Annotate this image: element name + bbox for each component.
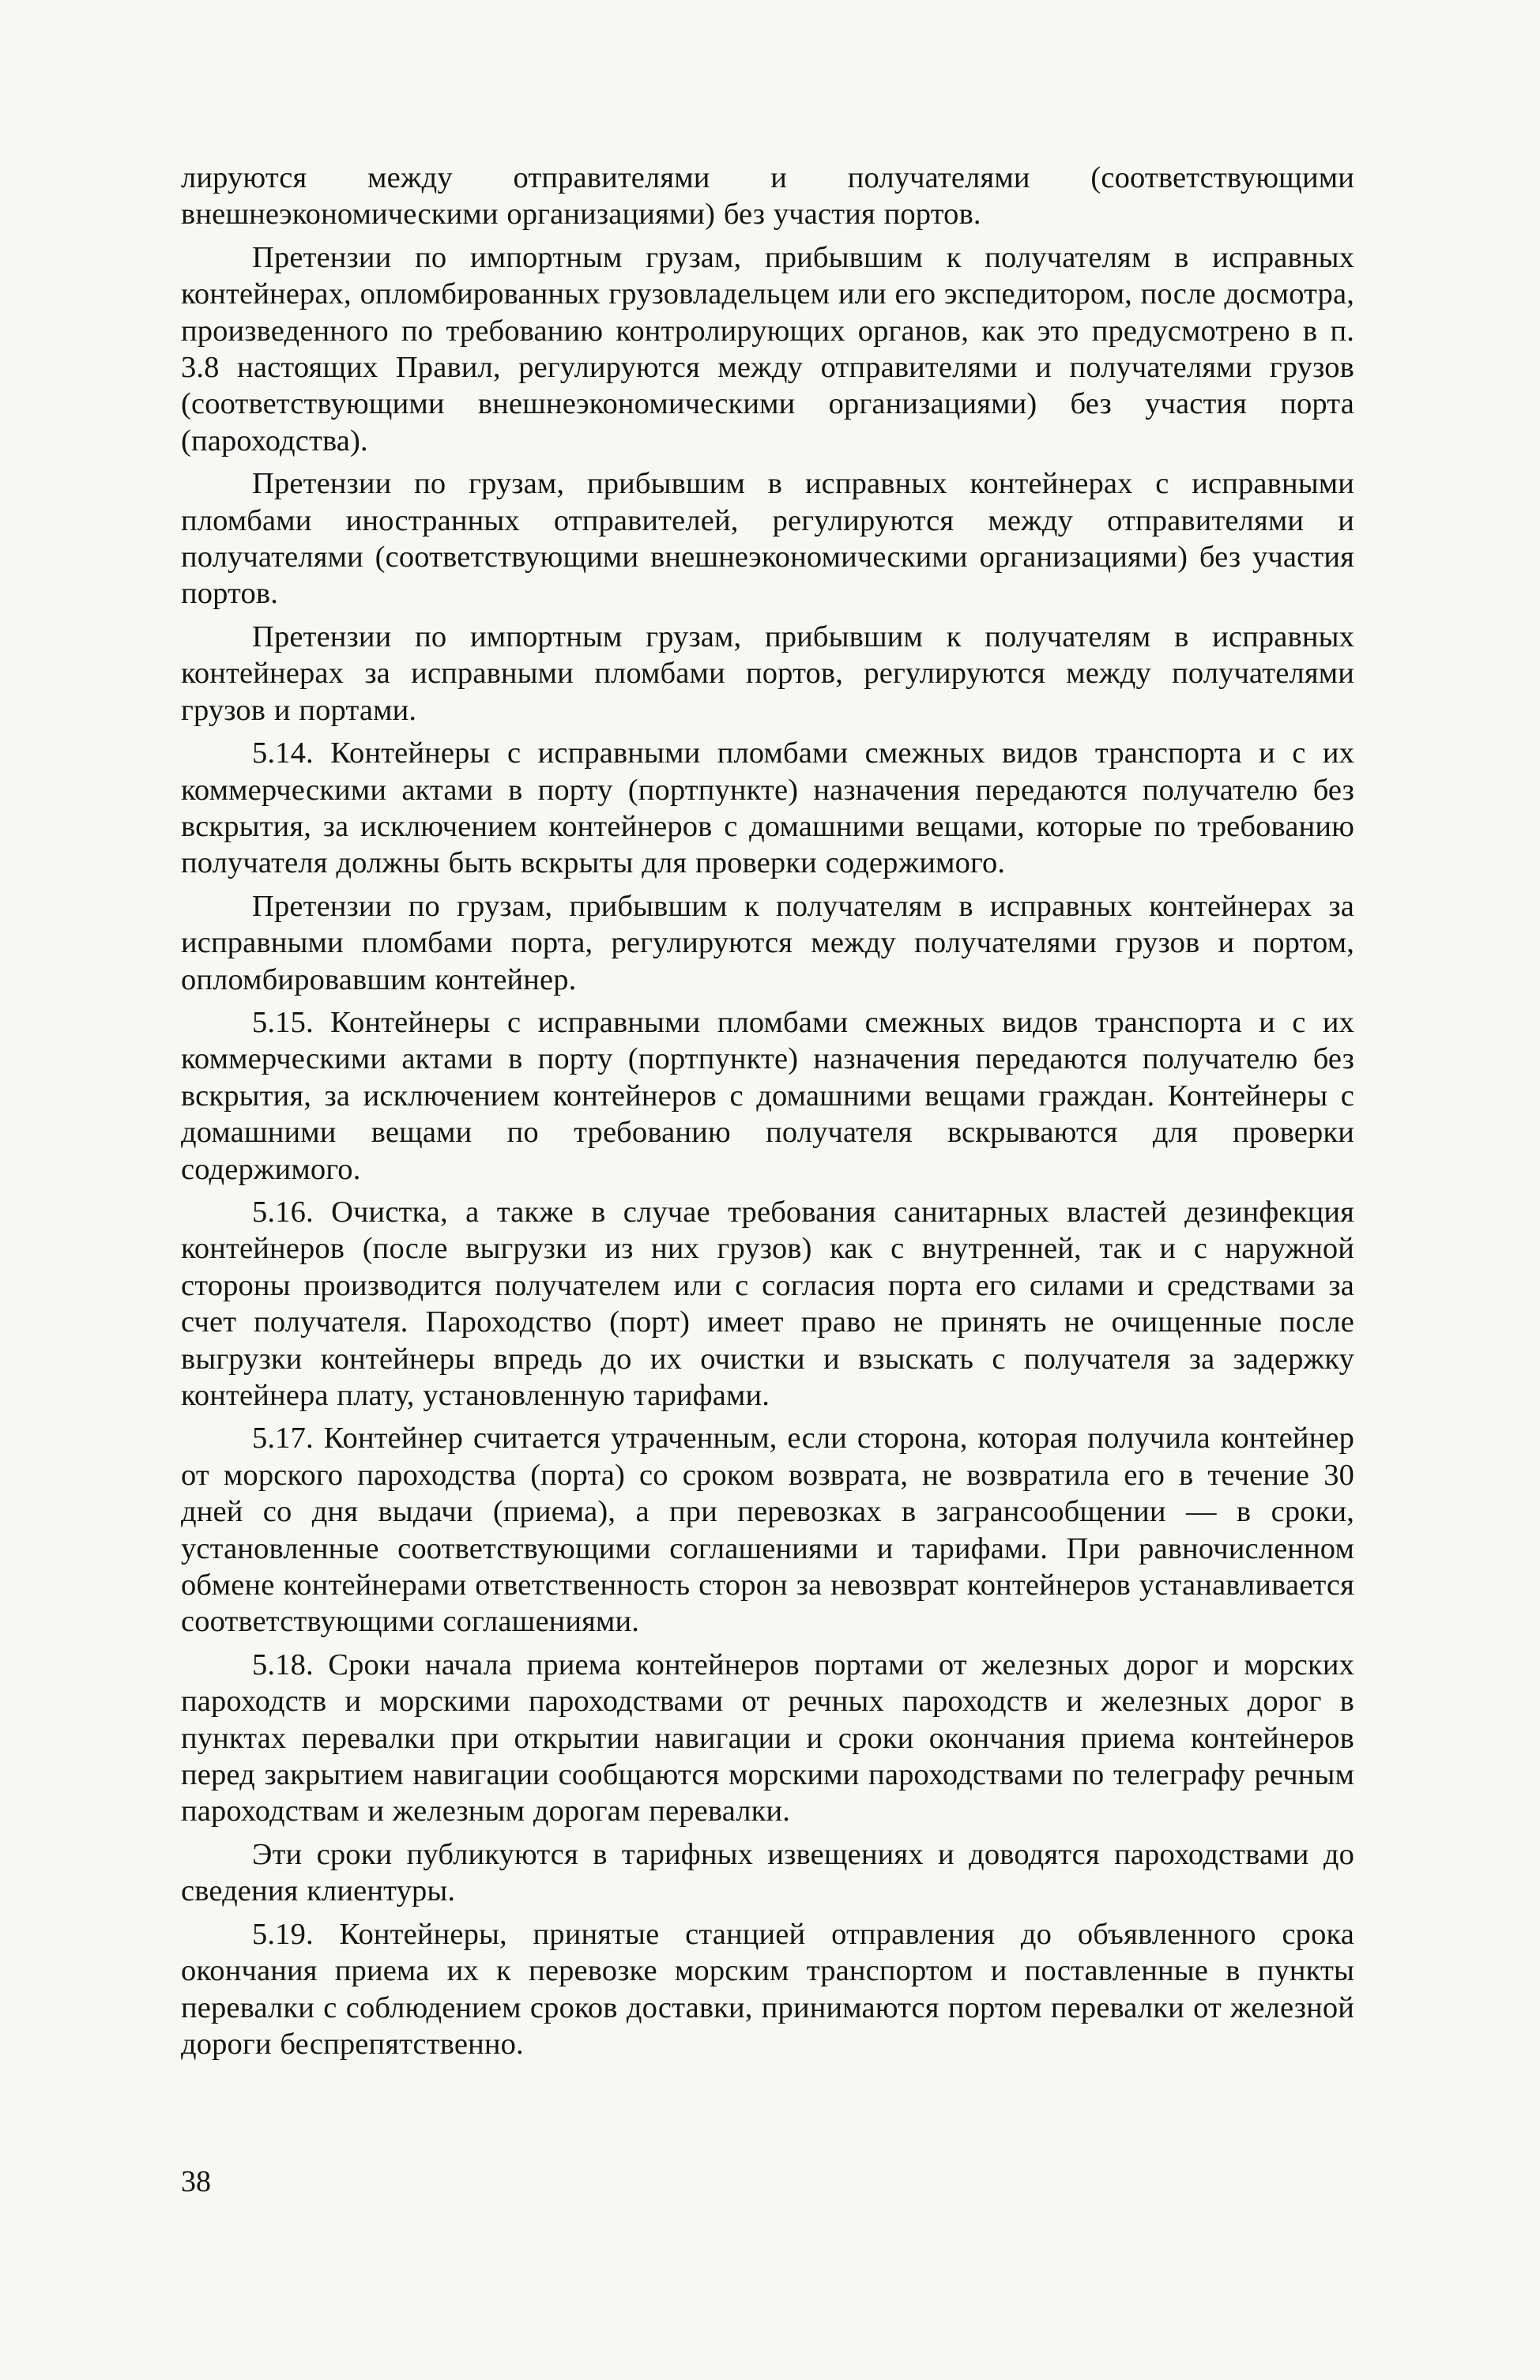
paragraph-publication-deadlines: Эти сроки публикуются в тарифных извещениях и доводятся пароходствами до сведения клиентуры. [181, 1837, 1354, 1908]
paragraph-5-14: 5.14. Контейнеры с исправными пломбами смежных видов транспорта и с их коммерческими актами в порту (портпункте) назначения передаются получателю без вскрытия, за исключением контейнеров с домашними вещами, которые по требованию получателя должны быть вскрыты для проверки содержимого. [181, 736, 1354, 880]
paragraph-claims-port-sealed-container: Претензии по грузам, прибывшим к получателям в исправных контейнерах за исправными пломбами порта, регулируются между получателями грузов и портом, опломбировавшим контейнер. [181, 889, 1354, 996]
paragraph-claims-import-opened: Претензии по импортным грузам, прибывшим к получателям в исправных контейнерах, опломбированных грузовладельцем или его экспедитором, после досмотра, произведенного по требованию контролирующих органов, как это предусмотрено в п. 3.8 настоящих Правил, регулируются между отправителями и получателями грузов (соответствующими внешнеэкономическими организациями) без участия порта (пароходства). [181, 240, 1355, 458]
paragraph-5-19: 5.19. Контейнеры, принятые станцией отправления до объявленного срока окончания приема их к перевозке морским транспортом и поставленные в пункты перевалки с соблюдением сроков доставки, принимаются портом перевалки от железной дороги беспрепятственно. [181, 1917, 1354, 2061]
paragraph-5-18: 5.18. Сроки начала приема контейнеров портами от железных дорог и морских пароходств и морскими пароходствами от речных пароходств и железных дорог в пунктах перевалки при открытии навигации и сроки окончания приема контейнеров перед закрытием навигации сообщаются морскими пароходствами по телеграфу речным пароходствам и железным дорогам перевалки. [181, 1648, 1354, 1828]
paragraph-claims-port-seals: Претензии по импортным грузам, прибывшим к получателям в исправных контейнерах за исправными пломбами портов, регулируются между получателями грузов и портами. [181, 619, 1354, 727]
paragraph-5-15: 5.15. Контейнеры с исправными пломбами смежных видов транспорта и с их коммерческими актами в порту (портпункте) назначения передаются получателю без вскрытия, за исключением контейнеров с домашними вещами граждан. Контейнеры с домашними вещами по требованию получателя вскрываются для проверки содержимого. [181, 1005, 1354, 1186]
document-body [181, 160, 1354, 2069]
paragraph-5-17: 5.17. Контейнер считается утраченным, если сторона, которая получила контейнер от морского пароходства (порта) со сроком возврата, не возвратила его в течение 30 дней со дня выдачи (приема), а при перевозках в загрансообщении — в сроки, установленные соответствующими соглашениями и тарифами. При равночисленном обмене контейнерами ответственность сторон за невозврат контейнеров устанавливается соответствующими соглашениями. [181, 1422, 1354, 1639]
paragraph-continuation: лируются между отправителями и получателями (соответствующими внешнеэкономическими организациями) без участия портов. [181, 161, 1354, 232]
paragraph-5-16: 5.16. Очистка, а также в случае требования санитарных властей дезинфекция контейнеров (после выгрузки из них грузов) как с внутренней, так и с наружной стороны производится получателем или с согласия порта его силами и средствами за счет получателя. Пароходство (порт) имеет право не принять не очищенные после выгрузки контейнеры впредь до их очистки и взыскать с получателя за задержку контейнера плату, установленную тарифами. [181, 1195, 1354, 1412]
paragraph-claims-foreign-seals: Претензии по грузам, прибывшим в исправных контейнерах с исправными пломбами иностранных отправителей, регулируются между отправителями и получателями (соответствующими внешнеэкономическими организациями) без участия портов. [181, 467, 1354, 611]
page-number: 38 [181, 2165, 211, 2198]
